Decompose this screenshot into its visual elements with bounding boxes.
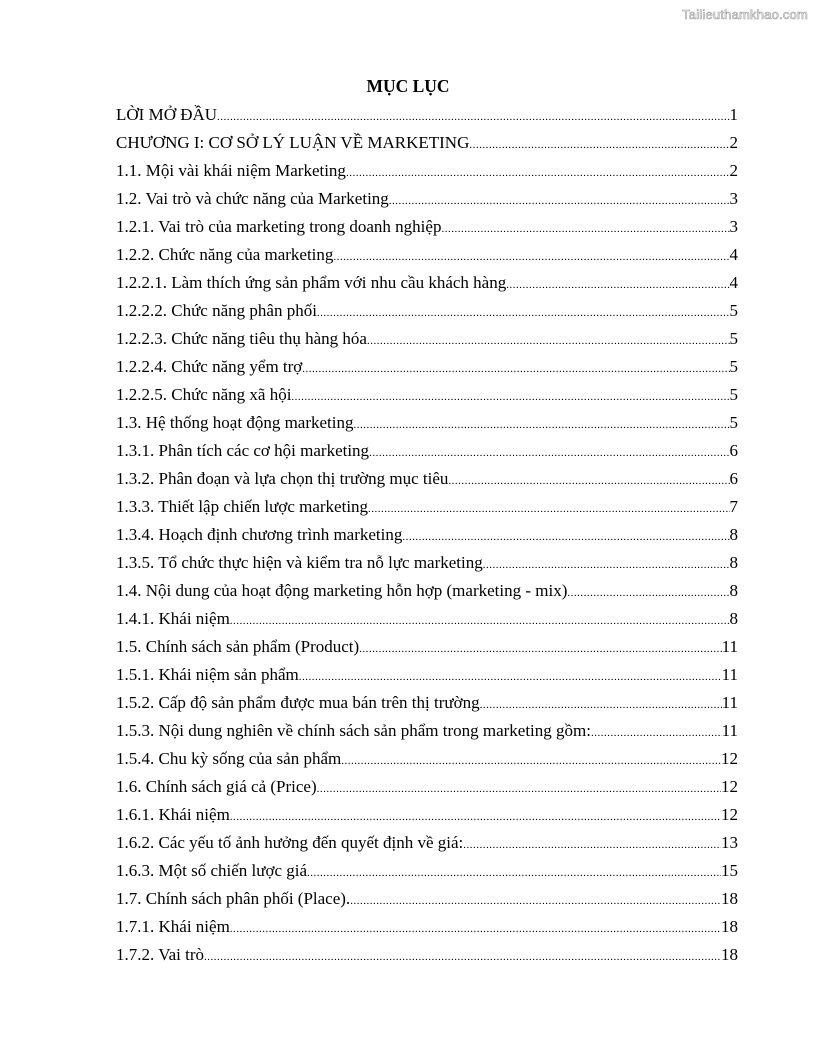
toc-entry-page-number: 8	[729, 553, 738, 572]
toc-dot-leader	[469, 131, 729, 159]
toc-entry-title: 1.2.2.2. Chức năng phân phối	[116, 301, 317, 320]
toc-entry	[116, 185, 738, 213]
toc-dot-leader	[230, 803, 721, 831]
toc-dot-leader	[307, 859, 721, 887]
toc-entry	[116, 885, 738, 913]
toc-entry	[116, 465, 738, 493]
toc-entry	[116, 941, 738, 969]
toc-entry	[116, 549, 738, 577]
toc-entry-title: 1.5.3. Nội dung nghiên về chính sách sản phẩm trong marketing gồm:	[116, 721, 591, 740]
toc-dot-leader	[359, 635, 721, 663]
toc-entry-page-number: 7	[729, 497, 738, 516]
toc-entry-title: 1.3.5. Tổ chức thực hiện và kiểm tra nỗ lực marketing	[116, 553, 483, 572]
toc-dot-leader	[317, 299, 730, 327]
toc-entry-page-number: 5	[729, 301, 738, 320]
toc-entry-page-number: 12	[721, 777, 738, 796]
toc-entry	[116, 353, 738, 381]
toc-entry	[116, 325, 738, 353]
toc-entry	[116, 297, 738, 325]
toc-dot-leader	[302, 355, 729, 383]
toc-dot-leader	[441, 215, 729, 243]
toc-entry-title: 1.6. Chính sách giá cả (Price)	[116, 777, 317, 796]
toc-entry-page-number: 1	[729, 105, 738, 124]
toc-entry	[116, 605, 738, 633]
toc-dot-leader	[483, 551, 730, 579]
toc-entry	[116, 773, 738, 801]
toc-entry-title: 1.3.4. Hoạch định chương trình marketing	[116, 525, 403, 544]
toc-entry-title: 1.5.2. Cấp độ sản phẩm được mua bán trên thị trường	[116, 693, 480, 712]
toc-entry-page-number: 11	[721, 665, 738, 684]
toc-dot-leader	[299, 663, 722, 691]
toc-entry-page-number: 2	[729, 133, 738, 152]
toc-entry	[116, 717, 738, 745]
toc-entry-page-number: 6	[729, 469, 738, 488]
toc-dot-leader	[463, 831, 721, 859]
toc-entry-title: 1.5.1. Khái niệm sản phẩm	[116, 665, 299, 684]
toc-dot-leader	[448, 467, 729, 495]
toc-entry-title: CHƯƠNG I: CƠ SỞ LÝ LUẬN VỀ MARKETING	[116, 133, 470, 152]
toc-entry-title: 1.2.2.4. Chức năng yểm trợ	[116, 357, 303, 376]
toc-entry-title: 1.5. Chính sách sản phẩm (Product)	[116, 637, 360, 656]
toc-entry-title: 1.2.1. Vai trò của marketing trong doanh nghiệp	[116, 217, 442, 236]
toc-dot-leader	[230, 915, 721, 943]
toc-entry	[116, 521, 738, 549]
toc-dot-leader	[230, 607, 730, 635]
toc-entry	[116, 269, 738, 297]
table-of-contents	[116, 101, 738, 969]
toc-entry-title: 1.7. Chính sách phân phối (Place).	[116, 889, 351, 908]
toc-entry-page-number: 12	[721, 749, 738, 768]
toc-dot-leader	[350, 887, 721, 915]
toc-entry	[116, 689, 738, 717]
watermark: Tailieuthamkhao.com	[682, 7, 808, 22]
toc-entry-title: 1.4. Nội dung của hoạt động marketing hỗn hợp (marketing - mix)	[116, 581, 568, 600]
toc-dot-leader	[368, 495, 729, 523]
toc-dot-leader	[291, 383, 729, 411]
toc-entry-page-number: 18	[721, 945, 738, 964]
toc-entry-title: 1.6.3. Một số chiến lược giá	[116, 861, 308, 880]
toc-entry-title: 1.6.2. Các yếu tố ảnh hưởng đến quyết định về giá:	[116, 833, 464, 852]
toc-dot-leader	[480, 691, 722, 719]
toc-dot-leader	[367, 327, 730, 355]
toc-entry	[116, 829, 738, 857]
toc-entry	[116, 661, 738, 689]
toc-entry-page-number: 3	[729, 217, 738, 236]
toc-entry-title: 1.5.4. Chu kỳ sống của sản phẩm	[116, 749, 342, 768]
toc-entry	[116, 801, 738, 829]
toc-entry	[116, 745, 738, 773]
toc-entry-title: 1.3. Hệ thống hoạt động marketing	[116, 413, 354, 432]
toc-dot-leader	[204, 943, 721, 971]
toc-dot-leader	[567, 579, 729, 607]
toc-dot-leader	[217, 103, 729, 131]
toc-entry-page-number: 4	[729, 273, 738, 292]
toc-entry-page-number: 8	[729, 525, 738, 544]
toc-entry-page-number: 4	[729, 245, 738, 264]
toc-entry-page-number: 12	[721, 805, 738, 824]
toc-entry	[116, 437, 738, 465]
toc-entry	[116, 577, 738, 605]
toc-entry-title: 1.7.2. Vai trò	[116, 945, 204, 964]
toc-entry-page-number: 5	[729, 413, 738, 432]
toc-entry-title: 1.7.1. Khái niệm	[116, 917, 230, 936]
toc-entry-page-number: 18	[721, 917, 738, 936]
toc-entry-title: LỜI MỞ ĐẦU	[116, 105, 218, 124]
toc-dot-leader	[402, 523, 729, 551]
toc-entry	[116, 913, 738, 941]
toc-entry-title: 1.2.2.3. Chức năng tiêu thụ hàng hóa	[116, 329, 367, 348]
toc-dot-leader	[389, 187, 730, 215]
toc-dot-leader	[341, 747, 721, 775]
toc-entry-page-number: 5	[729, 329, 738, 348]
toc-entry-title: 1.3.2. Phân đoạn và lựa chọn thị trường mục tiêu	[116, 469, 449, 488]
toc-entry-title: 1.3.3. Thiết lập chiến lược marketing	[116, 497, 369, 516]
toc-entry-title: 1.2.2.1. Làm thích ứng sản phẩm với nhu cầu khách hàng	[116, 273, 507, 292]
toc-entry	[116, 213, 738, 241]
toc-entry-title: 1.1. Mội vài khái niệm Marketing	[116, 161, 346, 180]
page-title: MỤC LỤC	[366, 76, 450, 96]
toc-entry	[116, 633, 738, 661]
toc-dot-leader	[591, 719, 722, 747]
toc-dot-leader	[369, 439, 729, 467]
toc-entry-title: 1.2.2. Chức năng của marketing	[116, 245, 334, 264]
toc-entry	[116, 857, 738, 885]
toc-entry-title: 1.2. Vai trò và chức năng của Marketing	[116, 189, 389, 208]
toc-entry-page-number: 11	[721, 637, 738, 656]
toc-entry	[116, 129, 738, 157]
toc-entry-page-number: 2	[729, 161, 738, 180]
toc-entry-title: 1.2.2.5. Chức năng xã hội	[116, 385, 292, 404]
toc-dot-leader	[317, 775, 721, 803]
toc-entry	[116, 157, 738, 185]
toc-entry	[116, 381, 738, 409]
toc-entry-title: 1.6.1. Khái niệm	[116, 805, 230, 824]
toc-entry-page-number: 8	[729, 609, 738, 628]
toc-entry	[116, 101, 738, 129]
toc-entry-page-number: 5	[729, 357, 738, 376]
toc-dot-leader	[506, 271, 729, 299]
toc-dot-leader	[346, 159, 730, 187]
toc-entry-title: 1.3.1. Phân tích các cơ hội marketing	[116, 441, 370, 460]
toc-entry	[116, 409, 738, 437]
toc-entry-page-number: 5	[729, 385, 738, 404]
toc-entry-page-number: 15	[721, 861, 738, 880]
toc-entry-page-number: 6	[729, 441, 738, 460]
toc-entry-page-number: 8	[729, 581, 738, 600]
toc-entry-page-number: 13	[721, 833, 738, 852]
toc-entry	[116, 493, 738, 521]
toc-entry-page-number: 11	[721, 693, 738, 712]
toc-entry-page-number: 11	[721, 721, 738, 740]
toc-entry-page-number: 3	[729, 189, 738, 208]
toc-entry-page-number: 18	[721, 889, 738, 908]
toc-dot-leader	[333, 243, 729, 271]
toc-dot-leader	[354, 411, 730, 439]
toc-entry	[116, 241, 738, 269]
toc-entry-title: 1.4.1. Khái niệm	[116, 609, 230, 628]
